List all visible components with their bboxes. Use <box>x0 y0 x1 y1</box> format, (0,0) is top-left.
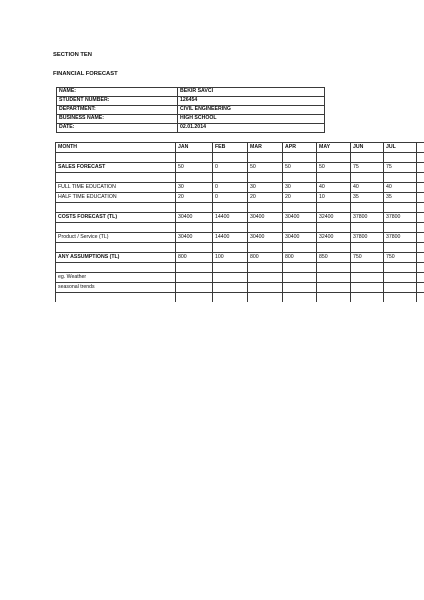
row-label: SALES FORECAST <box>56 163 176 173</box>
empty-cell <box>56 243 176 253</box>
month-value: 30400 <box>283 233 317 243</box>
row-label: FULL TIME EDUCATION <box>56 183 176 193</box>
forecast-row <box>56 233 424 243</box>
month-value: 850 <box>317 253 351 263</box>
empty-cell <box>248 203 283 213</box>
info-value: BEKİR SAVCI <box>178 88 325 97</box>
forecast-row <box>56 213 424 223</box>
section-title: SECTION TEN <box>53 52 92 58</box>
month-value <box>317 283 351 293</box>
empty-cell <box>384 223 417 233</box>
cut-off-column <box>417 183 424 193</box>
empty-cell <box>248 173 283 183</box>
empty-cell <box>384 263 417 273</box>
empty-cell <box>384 173 417 183</box>
month-column-header: JUL <box>384 143 417 153</box>
info-label: STUDENT NUMBER: <box>57 97 178 106</box>
row-label: COSTS FORECAST (TL) <box>56 213 176 223</box>
month-value: 37800 <box>351 233 384 243</box>
month-value <box>248 273 283 283</box>
month-value: 30400 <box>248 233 283 243</box>
month-value: 30400 <box>283 213 317 223</box>
month-value <box>283 273 317 283</box>
month-value <box>248 283 283 293</box>
month-value <box>213 273 248 283</box>
info-row <box>57 115 325 124</box>
row-label: Product / Service (TL) <box>56 233 176 243</box>
month-value: 750 <box>351 253 384 263</box>
info-value: 126454 <box>178 97 325 106</box>
row-label: ANY ASSUMPTIONS (TL) <box>56 253 176 263</box>
cut-off-column <box>417 153 424 163</box>
empty-cell <box>351 293 384 303</box>
month-value: 800 <box>248 253 283 263</box>
blank-row <box>56 203 424 213</box>
info-label: NAME: <box>57 88 178 97</box>
empty-cell <box>283 203 317 213</box>
forecast-row <box>56 193 424 203</box>
month-value <box>384 283 417 293</box>
info-row <box>57 106 325 115</box>
month-value: 750 <box>384 253 417 263</box>
forecast-header-row <box>56 143 424 153</box>
month-column-header: APR <box>283 143 317 153</box>
info-row <box>57 88 325 97</box>
month-value: 30 <box>176 183 213 193</box>
cut-off-column <box>417 243 424 253</box>
cut-off-column <box>417 143 424 153</box>
forecast-row <box>56 183 424 193</box>
month-value: 40 <box>384 183 417 193</box>
blank-row <box>56 153 424 163</box>
row-label: HALF TIME EDUCATION <box>56 193 176 203</box>
month-value: 100 <box>213 253 248 263</box>
empty-cell <box>317 173 351 183</box>
empty-cell <box>248 263 283 273</box>
month-value <box>351 273 384 283</box>
info-label: DATE: <box>57 124 178 133</box>
empty-cell <box>283 223 317 233</box>
empty-cell <box>56 223 176 233</box>
month-value: 37800 <box>384 213 417 223</box>
forecast-table-viewport <box>55 142 424 302</box>
blank-row <box>56 173 424 183</box>
month-value <box>317 273 351 283</box>
info-row <box>57 124 325 133</box>
month-value: 37800 <box>384 233 417 243</box>
empty-cell <box>384 203 417 213</box>
month-value: 20 <box>283 193 317 203</box>
blank-row <box>56 243 424 253</box>
empty-cell <box>56 263 176 273</box>
info-label: DEPARTMENT: <box>57 106 178 115</box>
month-column-header: MAY <box>317 143 351 153</box>
empty-cell <box>317 243 351 253</box>
empty-cell <box>248 153 283 163</box>
month-value <box>283 283 317 293</box>
empty-cell <box>351 243 384 253</box>
empty-cell <box>317 153 351 163</box>
month-column-header: MAR <box>248 143 283 153</box>
info-row <box>57 97 325 106</box>
financial-forecast-table <box>55 142 424 302</box>
empty-cell <box>176 223 213 233</box>
blank-row <box>56 223 424 233</box>
empty-cell <box>384 293 417 303</box>
month-value <box>213 283 248 293</box>
month-value: 75 <box>351 163 384 173</box>
forecast-row <box>56 283 424 293</box>
empty-cell <box>213 293 248 303</box>
cut-off-column <box>417 273 424 283</box>
month-value <box>384 273 417 283</box>
student-info-table <box>56 87 325 133</box>
month-value: 20 <box>176 193 213 203</box>
empty-cell <box>283 173 317 183</box>
empty-cell <box>176 293 213 303</box>
empty-cell <box>317 263 351 273</box>
row-label: seasonal trends <box>56 283 176 293</box>
month-value: 50 <box>283 163 317 173</box>
month-value: 14400 <box>213 213 248 223</box>
month-value: 800 <box>283 253 317 263</box>
cut-off-column <box>417 213 424 223</box>
month-value: 0 <box>213 193 248 203</box>
cut-off-column <box>417 293 424 303</box>
forecast-table-body <box>56 143 424 303</box>
month-value: 30400 <box>176 213 213 223</box>
empty-cell <box>213 263 248 273</box>
empty-cell <box>351 263 384 273</box>
month-value: 14400 <box>213 233 248 243</box>
empty-cell <box>351 153 384 163</box>
forecast-row <box>56 273 424 283</box>
info-value: 02.01.2014 <box>178 124 325 133</box>
month-value: 50 <box>176 163 213 173</box>
month-value: 40 <box>317 183 351 193</box>
month-column-header: JUN <box>351 143 384 153</box>
cut-off-column <box>417 263 424 273</box>
month-value <box>176 283 213 293</box>
month-value: 40 <box>351 183 384 193</box>
forecast-row <box>56 163 424 173</box>
empty-cell <box>248 223 283 233</box>
row-label: eg. Weather <box>56 273 176 283</box>
month-value: 0 <box>213 163 248 173</box>
month-header: MONTH <box>56 143 176 153</box>
empty-cell <box>317 203 351 213</box>
forecast-row <box>56 253 424 263</box>
cut-off-column <box>417 203 424 213</box>
info-value: CIVIL ENGINEERING <box>178 106 325 115</box>
cut-off-column <box>417 253 424 263</box>
blank-row <box>56 293 424 303</box>
empty-cell <box>176 263 213 273</box>
empty-cell <box>317 293 351 303</box>
month-value: 37800 <box>351 213 384 223</box>
empty-cell <box>351 223 384 233</box>
month-value <box>351 283 384 293</box>
empty-cell <box>213 243 248 253</box>
empty-cell <box>56 153 176 163</box>
empty-cell <box>283 153 317 163</box>
month-value: 50 <box>317 163 351 173</box>
cut-off-column <box>417 283 424 293</box>
empty-cell <box>213 223 248 233</box>
empty-cell <box>176 203 213 213</box>
info-label: BUSINESS NAME: <box>57 115 178 124</box>
empty-cell <box>56 173 176 183</box>
empty-cell <box>248 293 283 303</box>
empty-cell <box>56 203 176 213</box>
cut-off-column <box>417 223 424 233</box>
empty-cell <box>213 173 248 183</box>
month-value: 35 <box>351 193 384 203</box>
empty-cell <box>351 173 384 183</box>
month-value <box>176 273 213 283</box>
month-value: 32400 <box>317 233 351 243</box>
month-value: 32400 <box>317 213 351 223</box>
cut-off-column <box>417 173 424 183</box>
info-value: HİGH SCHOOL <box>178 115 325 124</box>
month-value: 30 <box>248 183 283 193</box>
month-column-header: JAN <box>176 143 213 153</box>
empty-cell <box>176 173 213 183</box>
empty-cell <box>213 203 248 213</box>
empty-cell <box>283 243 317 253</box>
empty-cell <box>351 203 384 213</box>
empty-cell <box>317 223 351 233</box>
month-column-header: FEB <box>213 143 248 153</box>
month-value: 35 <box>384 193 417 203</box>
empty-cell <box>384 243 417 253</box>
document-title: FINANCIAL FORECAST <box>53 71 118 77</box>
month-value: 30400 <box>248 213 283 223</box>
empty-cell <box>283 293 317 303</box>
month-value: 75 <box>384 163 417 173</box>
month-value: 50 <box>248 163 283 173</box>
student-info-body <box>57 88 325 133</box>
month-value: 0 <box>213 183 248 193</box>
empty-cell <box>283 263 317 273</box>
cut-off-column <box>417 193 424 203</box>
empty-cell <box>176 153 213 163</box>
month-value: 10 <box>317 193 351 203</box>
month-value: 30400 <box>176 233 213 243</box>
month-value: 800 <box>176 253 213 263</box>
empty-cell <box>213 153 248 163</box>
cut-off-column <box>417 163 424 173</box>
cut-off-column <box>417 233 424 243</box>
blank-row <box>56 263 424 273</box>
empty-cell <box>384 153 417 163</box>
empty-cell <box>248 243 283 253</box>
month-value: 30 <box>283 183 317 193</box>
month-value: 20 <box>248 193 283 203</box>
empty-cell <box>56 293 176 303</box>
empty-cell <box>176 243 213 253</box>
